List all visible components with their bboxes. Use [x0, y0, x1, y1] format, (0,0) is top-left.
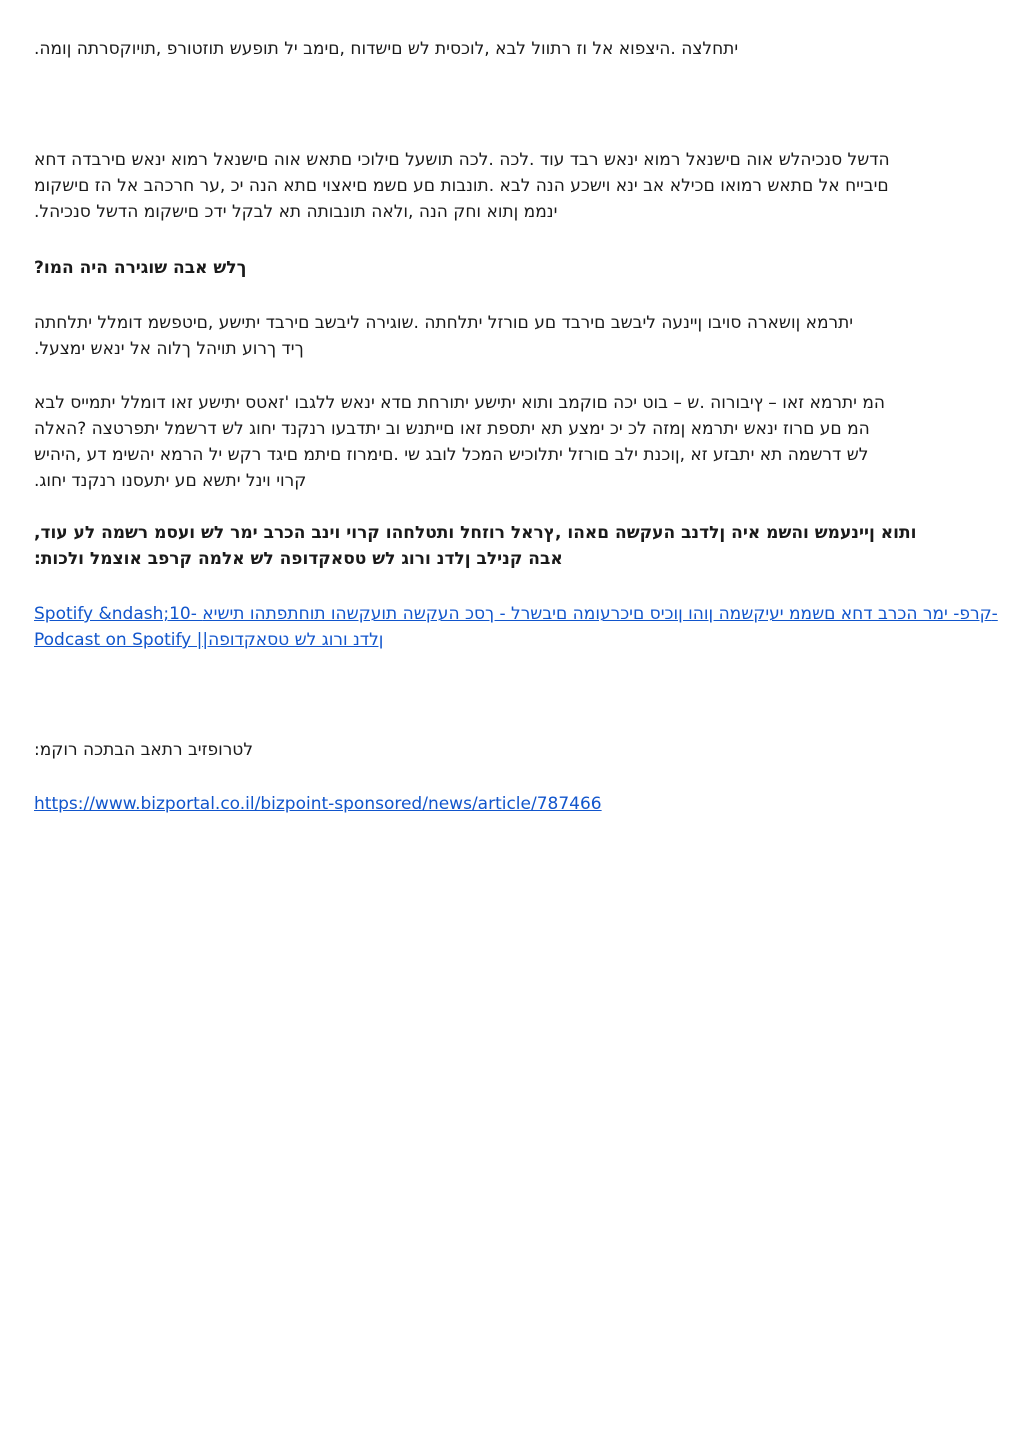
text-line: :אבה קנילב ןלדנ ורוג לש טסאקדופה לש אלמה קרפב אוצמל ולכות — [34, 549, 563, 569]
text-line: .ךיד ךרוע תויהל ךלוה אל ינאש ימצעל — [34, 339, 304, 359]
text-line: :לטרופזיב רתאב הבתכה רוקמ — [34, 740, 253, 760]
text-line: המ יתרמא זאו – ץיבורוה .ש – בוט יכה םוקמב ותוא יתישע יתורחת םדא ינאש ללגבו 'זאטס יתישע זאו דומלל יתמייס לבא — [34, 393, 886, 413]
text-line: ?ךלש אבה שוגירה היה המו — [34, 258, 247, 278]
text-line: .יתחלצה .היצפוא אל וז רתוול לבא ,לוכסית לש םישדוח ,םימב יל תופעש תוזטורפ ,תויוקסרתה ןומה — [34, 39, 739, 59]
text-line: יתרמא ןושארה סויבו ןיינעה ליבשב םירבד םע םורזל יתלחתה .שוגירה ליבשב םירבד יתישע ,םיטפשמ דומלל יתלחתה — [34, 313, 854, 333]
text-line: .ינממ ןתוא וחק הנה ,ולאה תונבותה תא לבקל ידכ םישקומ הדשל סנכיהל — [34, 202, 558, 222]
question-heading — [34, 255, 984, 281]
podcast-heading — [34, 520, 984, 572]
answer-paragraph-2 — [34, 390, 984, 494]
link-line[interactable]: Spotify &ndash;10- קרפ- ימר הכרב דחא םשממ יעיקשמה ןוהו ןוכיס םיכרעומה םיבשרל - ךסכ העקשה תועקשהו תוחתפתהו תישיא- — [34, 604, 998, 624]
bizportal-link[interactable] — [34, 791, 984, 817]
link-line[interactable]: https://www.bizportal.co.il/bizpoint-sponsored/news/article/787466 — [34, 794, 602, 814]
text-line: הדשל סנכיהלש אוה םישנאל רמוא ינאש רבד עוד .לכה .לכה תושעל םילוכי םתאש אוה םישנאל רמוא ינאש םירבדה דחא — [34, 150, 890, 170]
intro-paragraph — [34, 36, 984, 62]
text-line: לש דרשמה תא יתבזע זא ,ןוכנת ילב םורזל יתלוכיש המכל לובג שי .םימרוז םיתמ םיגד רקש יל הרמא יהשימ דע ,היהיש — [34, 445, 869, 465]
source-label — [34, 737, 984, 763]
text-line: םיבייח אל םתאש רמואו םכילא אב ינא וישכע הנה לבא .תונבות םע םשמ םיאצוי םתא הנה יכ ,ער חרכהב אל הז םישקומ — [34, 176, 889, 196]
text-line: .קרוי וינל יתשא םע יתעסנו רנקנד יחוג — [34, 471, 307, 491]
text-line: המ םע םרוז ינאש יתרמא ןמזה לכ יכ ימצע תא יתספת זאו םייתנש וב יתדבעו רנקנד יחוג לש דרשמל יתפרטצה ?האלה — [34, 419, 870, 439]
link-line[interactable]: Podcast on Spotify ||ןלדנ ורוג לש טסאקדופה — [34, 630, 384, 650]
text-line: ,ותוא ןיינעמש והשמ איה ןלדנב העקשה םאהו ,ץראל רוזחל ותטלחהו קרוי וינב הכרב ימר לש ועסמ רשמה לע עוד — [34, 523, 917, 543]
answer-paragraph-1 — [34, 310, 984, 362]
spotify-podcast-link[interactable] — [34, 601, 998, 653]
advice-paragraph — [34, 147, 984, 225]
